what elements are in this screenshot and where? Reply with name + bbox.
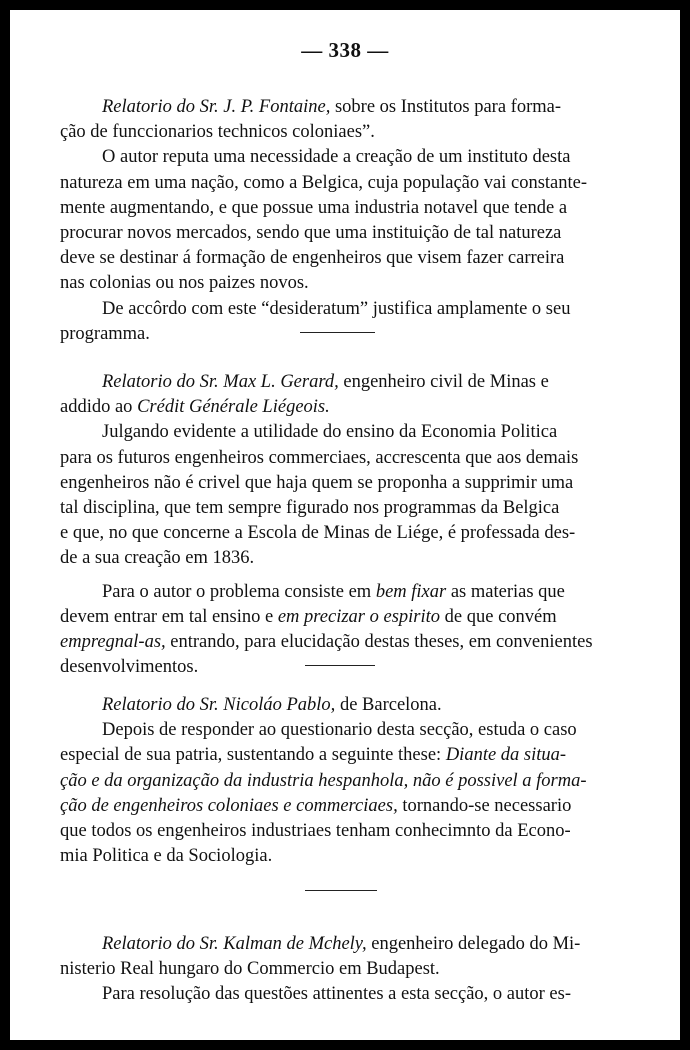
page-number-header: — 338 —: [301, 38, 389, 62]
section-title: Relatorio do Sr. Nicoláo Pablo, de Barcelona.: [102, 695, 442, 715]
paragraph-line: para os futuros engenheiros commerciaes, accrescenta que aos demais: [60, 447, 579, 468]
paragraph-line: deve se destinar á formação de engenheiros que visem fazer carreira: [60, 248, 565, 269]
book-page: [10, 10, 680, 1040]
section-divider: [305, 665, 375, 666]
paragraph-line: natureza em uma nação, como a Belgica, cuja população vai constante-: [60, 172, 588, 193]
section-title: Relatorio do Sr. Max L. Gerard, engenheiro civil de Minas e: [102, 372, 549, 392]
section-title: Relatorio do Sr. J. P. Fontaine, sobre os Institutos para forma-: [102, 97, 562, 117]
section-gerard: [60, 370, 635, 680]
paragraph-line: que todos os engenheiros industriaes tenham conhecimnto da Econo-: [60, 821, 571, 842]
paragraph-line: mia Politica e da Sociologia.: [60, 846, 273, 867]
section-pablo: [60, 693, 635, 869]
paragraph-line: e que, no que concerne a Escola de Minas de Liége, é professada des-: [60, 523, 576, 544]
text-line: ção de funccionarios technicos coloniaes”.: [60, 122, 375, 143]
paragraph-line: Depois de responder ao questionario desta secção, estuda o caso: [102, 720, 577, 741]
paragraph-line: De accôrdo com este “desideratum” justifica amplamente o seu: [102, 298, 571, 319]
report-author: Relatorio do Sr. Max L. Gerard,: [102, 372, 339, 392]
paragraph-line: de a sua creação em 1836.: [60, 548, 255, 569]
paragraph-line: engenheiros não é crivel que haja quem se proponha a supprimir uma: [60, 472, 574, 493]
section-title: Relatorio do Sr. Kalman de Mchely, engenheiro delegado do Mi-: [102, 934, 581, 954]
paragraph-line: tal disciplina, que tem sempre figurado nos programmas da Belgica: [60, 498, 560, 519]
text-line: addido ao Crédit Générale Liégeois.: [60, 397, 330, 418]
report-author: Relatorio do Sr. Kalman de Mchely,: [102, 934, 367, 954]
paragraph-line: procurar novos mercados, sendo que uma instituição de tal natureza: [60, 223, 562, 244]
paragraph-line: Julgando evidente a utilidade do ensino da Economia Politica: [102, 422, 558, 443]
paragraph-line: ção e da organização da industria hespanhola, não é possivel a forma-: [60, 770, 587, 791]
report-author: Relatorio do Sr. Nicoláo Pablo,: [102, 695, 336, 715]
report-author: Relatorio do Sr. J. P. Fontaine,: [102, 97, 331, 117]
section-mchely: [60, 932, 635, 1008]
paragraph-line: nas colonias ou nos paizes novos.: [60, 273, 309, 294]
paragraph-line: devem entrar em tal ensino e em precizar o espirito de que convém: [60, 606, 557, 627]
paragraph-line: desenvolvimentos.: [60, 657, 199, 678]
section-divider: [305, 890, 377, 891]
paragraph-line: O autor reputa uma necessidade a creação de um instituto desta: [102, 147, 571, 168]
paragraph-line: mente augmentando, e que possue uma industria notavel que tende a: [60, 197, 568, 218]
paragraph-line: Para o autor o problema consiste em bem fixar as materias que: [102, 581, 565, 602]
paragraph-line: especial de sua patria, sustentando a seguinte these: Diante da situa-: [60, 745, 567, 766]
section-divider: [300, 332, 375, 333]
paragraph-line: Para resolução das questões attinentes a esta secção, o autor es-: [102, 984, 571, 1005]
text-line: nisterio Real hungaro do Commercio em Budapest.: [60, 959, 440, 980]
paragraph-line: programma.: [60, 323, 150, 344]
paragraph-line: ção de engenheiros coloniaes e commerciaes, tornando-se necessario: [60, 795, 572, 816]
paragraph-line: empregnal-as, entrando, para elucidação destas theses, em convenientes: [60, 632, 593, 653]
section-fontaine: [60, 95, 635, 347]
